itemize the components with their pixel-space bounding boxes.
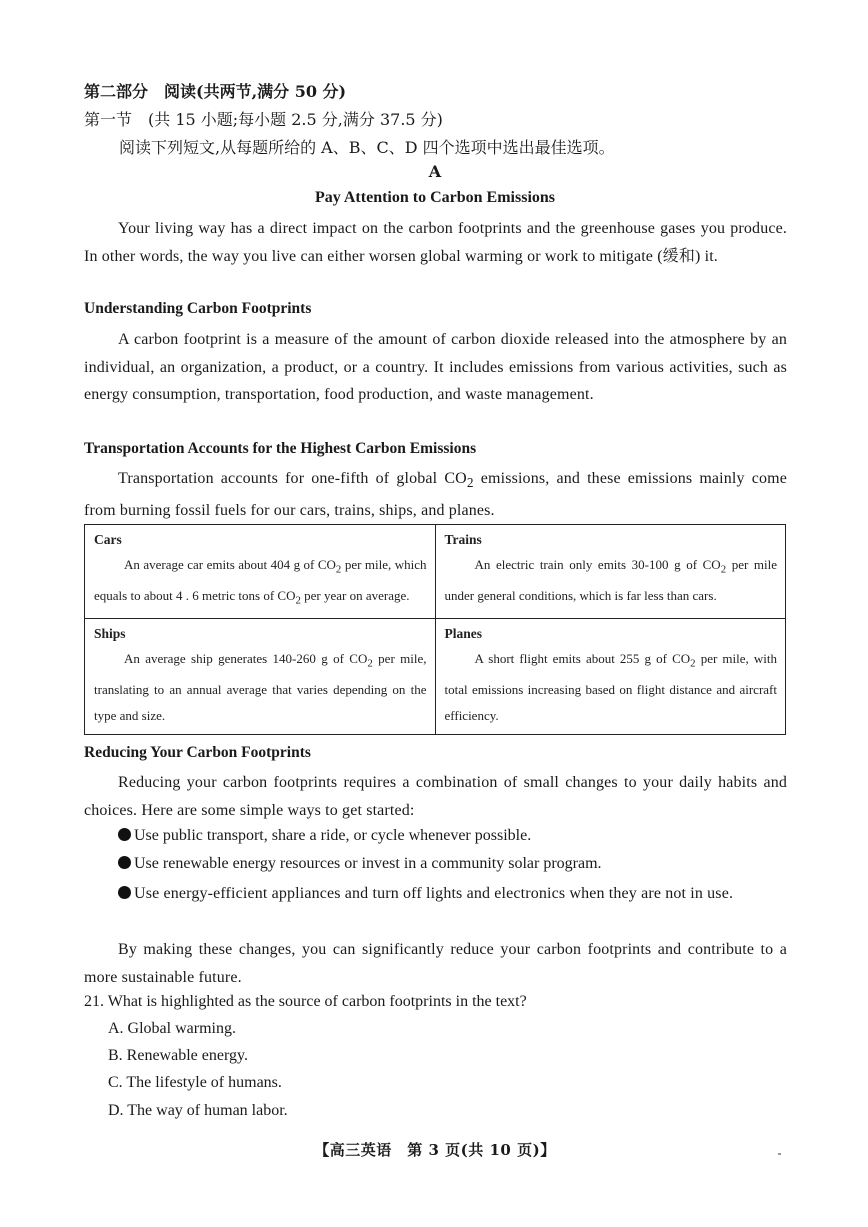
section-heading-understanding: Understanding Carbon Footprints: [84, 300, 312, 317]
table-cell-cars: [85, 525, 436, 619]
understanding-paragraph: A carbon footprint is a measure of the amount of carbon dioxide released into the atmosphere by an individual, an organization, a product, or a country. It includes emissions from various activities, such as energy consumption, transportation, food production, and waste management.: [84, 331, 787, 404]
bullet-dot-icon: [118, 886, 131, 899]
scan-speck: [778, 1153, 781, 1155]
transportation-paragraph: Transportation accounts for one-fifth of global $CO_2$ emissions, and these emissions mainly come from burning fossil fuels for our cars, trains, ships, and planes.: [84, 470, 787, 519]
emissions-table: [84, 524, 786, 735]
cell-text-planes: A short flight emits about 255 g of $CO_2$ per mile, with total emissions increasing based on flight distance and aircraft efficiency.: [444, 650, 777, 723]
instructions: 阅读下列短文,从每题所给的 A、B、C、D 四个选项中选出最佳选项。: [119, 138, 615, 157]
page-footer: 【高三英语 第 3 页(共 10 页)】: [314, 1141, 556, 1159]
cell-title-trains: Trains: [444, 532, 482, 547]
cell-title-cars: Cars: [94, 532, 122, 547]
question-21-stem: 21. What is highlighted as the source of carbon footprints in the text?: [84, 993, 527, 1010]
conclusion-paragraph: By making these changes, you can significantly reduce your carbon footprints and contribute to a more sustainable future.: [84, 941, 787, 986]
table-cell-planes: [435, 618, 786, 734]
option-b: B. Renewable energy.: [108, 1047, 248, 1064]
cell-title-planes: Planes: [444, 625, 483, 641]
cell-text-trains: An electric train only emits 30-100 g of $CO_2$ per mile under general conditions, which is far less than cars.: [444, 557, 777, 603]
passage-title: Pay Attention to Carbon Emissions: [314, 189, 556, 206]
section-heading-reducing: Reducing Your Carbon Footprints: [84, 744, 311, 761]
bullet-dot-icon: [118, 856, 131, 869]
table-cell-trains: [435, 525, 786, 619]
bullet-item: Use energy-efficient appliances and turn off lights and electronics when they are not in use.: [84, 880, 787, 908]
cell-text-cars: An average car emits about 404 g of $CO_2$ per mile, which equals to about 4 . 6 metric tons of $CO_2$ per year on average.: [94, 557, 427, 607]
passage-letter: A: [428, 162, 442, 181]
bullet-dot-icon: [118, 828, 131, 841]
option-a: A. Global warming.: [108, 1020, 236, 1037]
cell-text-ships: An average ship generates 140-260 g of $CO_2$ per mile, translating to an annual average that varies depending on the type and size.: [94, 650, 427, 723]
intro-paragraph: Your living way has a direct impact on the carbon footprints and the greenhouse gases you produce. In other words, the way you live can either worsen global warming or work to mitigate (缓和) it.: [84, 220, 787, 265]
subscript-2: 2: [466, 475, 474, 491]
bullet-item: Use public transport, share a ride, or cycle whenever possible.: [118, 827, 531, 845]
bullet-item: Use renewable energy resources or invest in a community solar program.: [118, 855, 602, 873]
section-heading-transportation: Transportation Accounts for the Highest Carbon Emissions: [84, 440, 477, 457]
option-c: C. The lifestyle of humans.: [108, 1074, 282, 1091]
part-title: 第二部分 阅读(共两节,满分 50 分): [84, 82, 347, 101]
section-title: 第一节 (共 15 小题;每小题 2.5 分,满分 37.5 分): [84, 110, 443, 129]
option-d: D. The way of human labor.: [108, 1102, 288, 1119]
table-cell-ships: [85, 618, 436, 734]
reducing-paragraph: Reducing your carbon footprints requires a combination of small changes to your daily habits and choices. Here are some simple ways to get started:: [84, 774, 787, 819]
cell-title-ships: Ships: [94, 625, 126, 641]
